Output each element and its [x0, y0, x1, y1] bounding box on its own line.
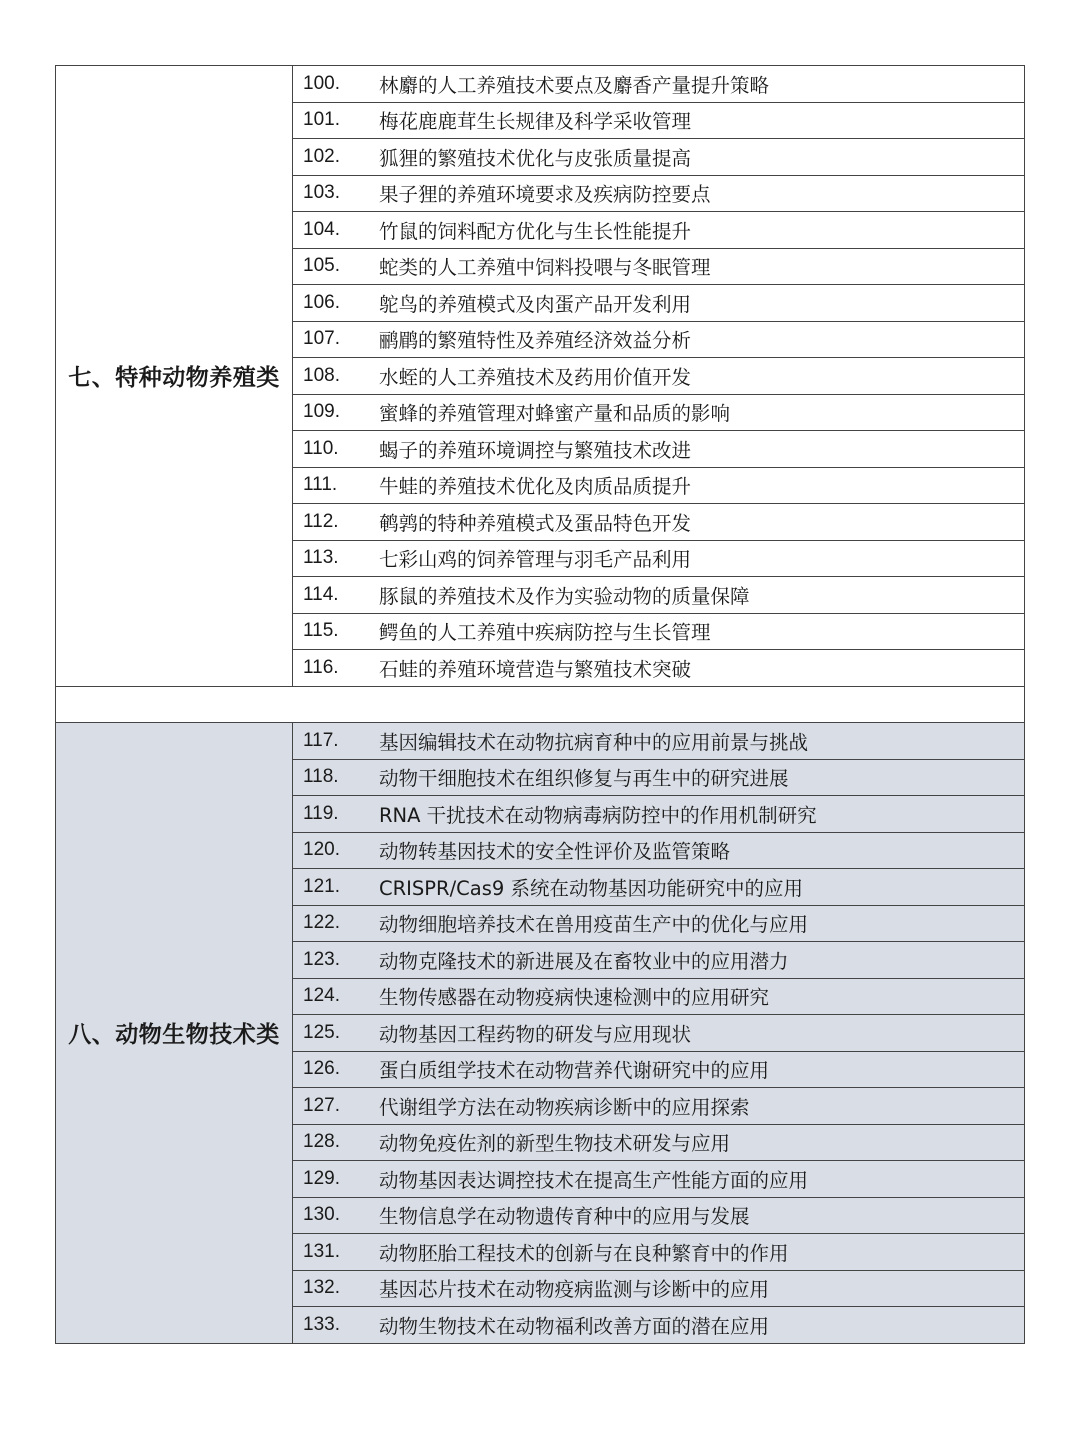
topic-cell	[293, 102, 1025, 139]
topic-number: 123.	[303, 948, 340, 970]
topics-table	[55, 65, 1025, 1344]
topic-title: 竹鼠的饲料配方优化与生长性能提升	[379, 219, 692, 243]
topic-number: 114.	[303, 583, 339, 605]
topic-entry	[293, 833, 1024, 869]
topic-entry	[293, 358, 1024, 394]
topic-title: 蝎子的养殖环境调控与繁殖技术改进	[379, 438, 692, 462]
topic-number: 116.	[303, 656, 339, 678]
topic-number: 129.	[303, 1167, 340, 1189]
category-cell: 八、动物生物技术类	[56, 723, 293, 1344]
topic-entry	[293, 979, 1024, 1015]
topic-title: 基因编辑技术在动物抗病育种中的应用前景与挑战	[379, 730, 809, 754]
topic-cell	[293, 467, 1025, 504]
topics-table-body	[56, 66, 1025, 1344]
topic-number: 127.	[303, 1094, 340, 1116]
topic-cell	[293, 285, 1025, 322]
topic-number: 111.	[303, 474, 338, 496]
topic-title: 蛇类的人工养殖中饲料投喂与冬眠管理	[379, 256, 711, 280]
topic-number: 120.	[303, 839, 340, 861]
topic-number: 125.	[303, 1021, 340, 1043]
topic-title: 豚鼠的养殖技术及作为实验动物的质量保障	[379, 584, 750, 608]
topic-entry	[293, 285, 1024, 321]
topic-entry	[293, 760, 1024, 796]
topic-cell	[293, 613, 1025, 650]
topic-title: 蜜蜂的养殖管理对蜂蜜产量和品质的影响	[379, 402, 731, 426]
topic-cell	[293, 905, 1025, 942]
category-cell: 七、特种动物养殖类	[56, 66, 293, 687]
topic-title: 鹂鹛的繁殖特性及养殖经济效益分析	[379, 329, 692, 353]
topic-cell	[293, 1307, 1025, 1344]
topic-cell	[293, 650, 1025, 687]
topic-number: 100.	[303, 72, 340, 94]
topic-cell	[293, 832, 1025, 869]
topic-title: 动物转基因技术的安全性评价及监管策略	[379, 840, 731, 864]
topic-number: 115.	[303, 620, 339, 642]
topic-cell	[293, 175, 1025, 212]
topic-number: 108.	[303, 364, 340, 386]
topic-title: RNA 干扰技术在动物病毒病防控中的作用机制研究	[379, 803, 817, 827]
topic-number: 113.	[303, 547, 339, 569]
topic-entry	[293, 139, 1024, 175]
topic-title: 梅花鹿鹿茸生长规律及科学采收管理	[379, 110, 692, 134]
table-row	[56, 66, 1025, 103]
topic-title: CRISPR/Cas9 系统在动物基因功能研究中的应用	[379, 876, 804, 900]
topic-entry	[293, 796, 1024, 832]
topic-entry	[293, 577, 1024, 613]
topic-entry	[293, 468, 1024, 504]
topic-title: 代谢组学方法在动物疾病诊断中的应用探索	[379, 1095, 750, 1119]
topic-number: 105.	[303, 255, 340, 277]
topic-entry	[293, 1052, 1024, 1088]
topic-title: 蛋白质组学技术在动物营养代谢研究中的应用	[379, 1059, 770, 1083]
topic-entry	[293, 869, 1024, 905]
topic-cell	[293, 1270, 1025, 1307]
topic-entry	[293, 942, 1024, 978]
topic-entry	[293, 1015, 1024, 1051]
topic-title: 动物生物技术在动物福利改善方面的潜在应用	[379, 1314, 770, 1338]
topic-entry	[293, 212, 1024, 248]
topic-cell	[293, 212, 1025, 249]
topic-title: 鹌鹑的特种养殖模式及蛋品特色开发	[379, 511, 692, 535]
topic-title: 生物传感器在动物疫病快速检测中的应用研究	[379, 986, 770, 1010]
topic-cell	[293, 1088, 1025, 1125]
topic-title: 鸵鸟的养殖模式及肉蛋产品开发利用	[379, 292, 692, 316]
topic-cell	[293, 1161, 1025, 1198]
topic-title: 动物克隆技术的新进展及在畜牧业中的应用潜力	[379, 949, 789, 973]
topic-entry	[293, 103, 1024, 139]
topic-number: 121.	[303, 875, 340, 897]
topic-title: 动物细胞培养技术在兽用疫苗生产中的优化与应用	[379, 913, 809, 937]
topic-title: 石蛙的养殖环境营造与繁殖技术突破	[379, 657, 692, 681]
topic-title: 果子狸的养殖环境要求及疾病防控要点	[379, 183, 711, 207]
topic-entry	[293, 1125, 1024, 1161]
topic-number: 131.	[303, 1240, 340, 1262]
topic-number: 101.	[303, 109, 340, 131]
topic-entry	[293, 66, 1024, 102]
topic-number: 110.	[303, 437, 339, 459]
topic-cell	[293, 248, 1025, 285]
topic-number: 126.	[303, 1058, 340, 1080]
topic-entry	[293, 504, 1024, 540]
topic-number: 103.	[303, 182, 340, 204]
topic-entry	[293, 1161, 1024, 1197]
topic-title: 水蛭的人工养殖技术及药用价值开发	[379, 365, 692, 389]
topic-number: 107.	[303, 328, 340, 350]
topic-number: 122.	[303, 912, 340, 934]
topic-title: 鳄鱼的人工养殖中疾病防控与生长管理	[379, 621, 711, 645]
topic-cell	[293, 321, 1025, 358]
topic-number: 119.	[303, 802, 339, 824]
topic-cell	[293, 577, 1025, 614]
topic-entry	[293, 431, 1024, 467]
topic-cell	[293, 723, 1025, 760]
spacer-cell	[56, 686, 1025, 723]
topic-entry	[293, 1198, 1024, 1234]
topic-number: 102.	[303, 145, 340, 167]
topic-number: 118.	[303, 766, 339, 788]
topic-number: 112.	[303, 510, 339, 532]
section-spacer-row	[56, 686, 1025, 723]
topic-cell	[293, 942, 1025, 979]
topic-entry	[293, 395, 1024, 431]
topic-number: 130.	[303, 1204, 340, 1226]
topic-cell	[293, 1015, 1025, 1052]
topic-cell	[293, 431, 1025, 468]
topic-number: 106.	[303, 291, 340, 313]
table-row	[56, 723, 1025, 760]
topic-number: 117.	[303, 729, 339, 751]
topic-cell	[293, 796, 1025, 833]
topic-title: 狐狸的繁殖技术优化与皮张质量提高	[379, 146, 692, 170]
topic-entry	[293, 541, 1024, 577]
topic-entry	[293, 614, 1024, 650]
topic-title: 动物免疫佐剂的新型生物技术研发与应用	[379, 1132, 731, 1156]
topic-number: 104.	[303, 218, 340, 240]
topic-cell	[293, 504, 1025, 541]
topic-entry	[293, 1271, 1024, 1307]
topic-title: 林麝的人工养殖技术要点及麝香产量提升策略	[379, 73, 770, 97]
topic-title: 牛蛙的养殖技术优化及肉质品质提升	[379, 475, 692, 499]
topic-title: 动物基因表达调控技术在提高生产性能方面的应用	[379, 1168, 809, 1192]
topic-number: 128.	[303, 1131, 340, 1153]
topic-number: 132.	[303, 1277, 340, 1299]
topic-cell	[293, 869, 1025, 906]
topic-entry	[293, 650, 1024, 686]
topic-entry	[293, 906, 1024, 942]
topic-title: 基因芯片技术在动物疫病监测与诊断中的应用	[379, 1278, 770, 1302]
topic-number: 133.	[303, 1313, 340, 1335]
topic-cell	[293, 394, 1025, 431]
topic-entry	[293, 176, 1024, 212]
topic-entry	[293, 322, 1024, 358]
topic-cell	[293, 358, 1025, 395]
topic-cell	[293, 1234, 1025, 1271]
topic-cell	[293, 66, 1025, 103]
topic-title: 动物胚胎工程技术的创新与在良种繁育中的作用	[379, 1241, 789, 1265]
topic-title: 七彩山鸡的饲养管理与羽毛产品利用	[379, 548, 692, 572]
topic-cell	[293, 540, 1025, 577]
topic-cell	[293, 1051, 1025, 1088]
topic-title: 动物基因工程药物的研发与应用现状	[379, 1022, 692, 1046]
topic-title: 动物干细胞技术在组织修复与再生中的研究进展	[379, 767, 789, 791]
topic-cell	[293, 1197, 1025, 1234]
topic-number: 109.	[303, 401, 340, 423]
topic-cell	[293, 1124, 1025, 1161]
topic-cell	[293, 139, 1025, 176]
topic-entry	[293, 1088, 1024, 1124]
topic-number: 124.	[303, 985, 340, 1007]
topic-cell	[293, 759, 1025, 796]
topic-entry	[293, 723, 1024, 759]
topic-title: 生物信息学在动物遗传育种中的应用与发展	[379, 1205, 750, 1229]
topic-entry	[293, 249, 1024, 285]
topic-entry	[293, 1307, 1024, 1343]
topic-entry	[293, 1234, 1024, 1270]
topic-cell	[293, 978, 1025, 1015]
